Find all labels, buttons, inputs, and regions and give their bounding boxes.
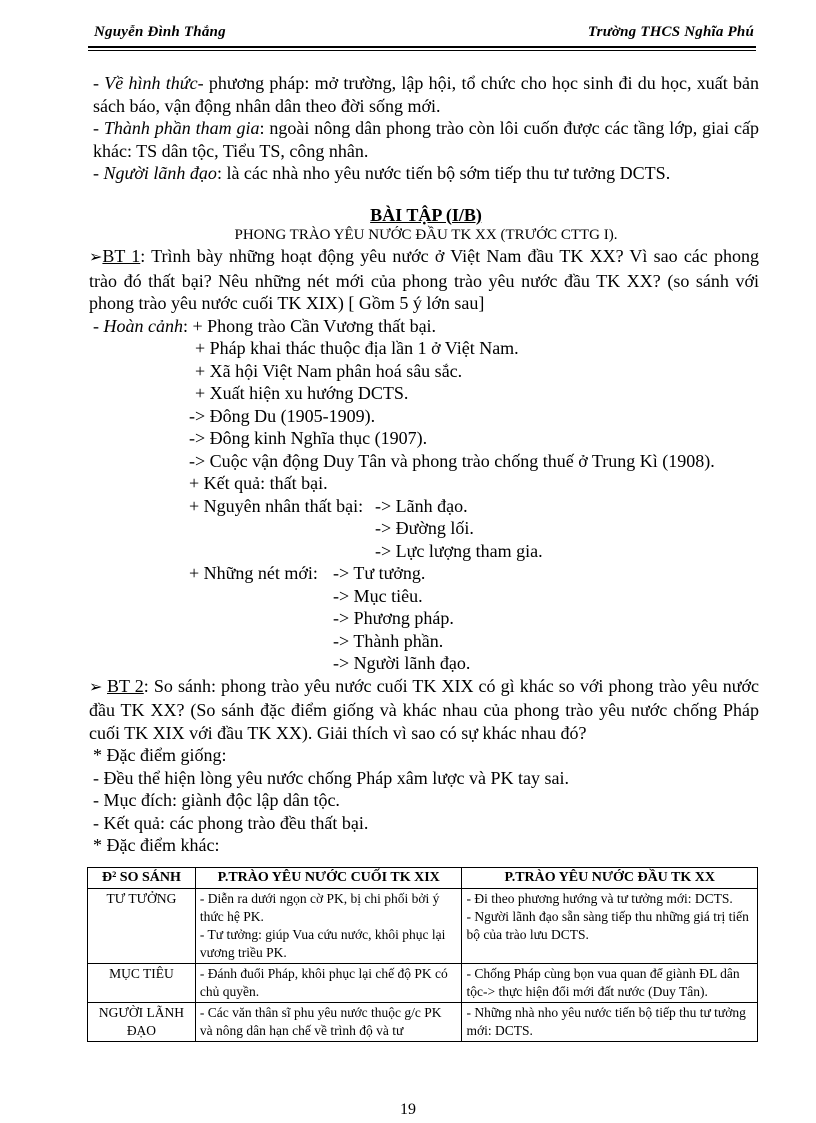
bt1-line-8: + Nguyên nhân thất bại: [189, 495, 364, 516]
intro-leader [93, 162, 759, 185]
table-cell [195, 1003, 462, 1042]
bt2-same-heading: * Đặc điểm giống: [93, 745, 227, 765]
table-header-criteria: Đ² SO SÁNH [88, 868, 196, 889]
row-label: MỤC TIÊU [88, 964, 196, 1003]
header-rule-thin [88, 50, 756, 51]
header-author: Nguyễn Đình Thắng [94, 24, 226, 40]
bt1-line-12: + Những nét mới: [189, 563, 318, 583]
cell-text: - Chống Pháp cùng bọn vua quan để giành ĐL dân tộc-> thực hiện đổi mới đất nước (Duy Tân). [466, 966, 740, 999]
bt1-cause-row [93, 495, 759, 518]
page-header [88, 18, 756, 52]
intro-leader-text: : là các nhà nho yêu nước tiến bộ sớm tiếp thu tư tưởng DCTS. [216, 163, 671, 183]
arrow-bullet-icon: ➢ [89, 249, 103, 266]
bt1-line-3: + Xuất hiện xu hướng DCTS. [195, 383, 409, 403]
bt1-line-14: -> Mục tiêu. [333, 585, 423, 606]
bt1-line-13: -> Tư tưởng. [333, 563, 426, 583]
bt1-line-1: + Pháp khai thác thuộc địa lần 1 ở Việt Nam. [195, 338, 519, 358]
bt1-line-4: -> Đông Du (1905-1909). [189, 405, 376, 426]
table-cell [462, 889, 758, 964]
intro-form-text: - phương pháp: mở trường, lập hội, tổ chức cho học sinh đi du học, xuất bản sách báo, vận động nhân dân theo đời sống mới. [93, 73, 759, 116]
section-subtitle: PHONG TRÀO YÊU NƯỚC ĐẦU TK XX (TRƯỚC CTTG I). [234, 227, 618, 243]
bt2-same-item-0: - Đều thể hiện lòng yêu nước chống Pháp xâm lược và PK tay sai. [93, 767, 569, 788]
cell-text: - Các văn thân sĩ phu yêu nước thuộc g/c PK và nông dân hạn chế về trình độ và tư [199, 1005, 442, 1038]
table-cell [195, 889, 462, 964]
arrow-bullet-icon: ➢ [89, 678, 107, 696]
table-row [88, 889, 758, 964]
intro-members-label: - Thành phần tham gia [93, 118, 260, 138]
table-header-early-20th: P.TRÀO YÊU NƯỚC ĐẦU TK XX [462, 868, 758, 889]
document-body [89, 72, 759, 857]
bt1-line-17: -> Người lãnh đạo. [333, 653, 471, 673]
bt1-line-11: -> Lực lượng tham gia. [375, 540, 543, 561]
intro-form-label: - Về hình thức [93, 73, 198, 93]
table-cell [462, 964, 758, 1003]
table-header-late-19th: P.TRÀO YÊU NƯỚC CUỐI TK XIX [195, 868, 462, 889]
section-title: BÀI TẬP (I/B) [370, 204, 482, 225]
bt1-label: BT 1 [102, 246, 141, 266]
row-label: NGƯỜI LÃNH ĐẠO [88, 1003, 196, 1042]
comparison-table [87, 867, 758, 1042]
bt1-line-2: + Xã hội Việt Nam phân hoá sâu sắc. [195, 360, 463, 381]
header-school: Trường THCS Nghĩa Phú [587, 24, 754, 40]
cell-text: - Diễn ra dưới ngọn cờ PK, bị chi phối bởi ý thức hệ PK. [199, 891, 440, 924]
table-row [88, 964, 758, 1003]
bt2-same-item-1: - Mục đích: giành độc lập dân tộc. [93, 790, 340, 810]
cell-text: - Tư tưởng: giúp Vua cứu nước, khôi phục lại vương triều PK. [199, 927, 446, 960]
bt1-line-16: -> Thành phần. [333, 630, 444, 651]
bt1-line-6: -> Cuộc vận động Duy Tân và phong trào chống thuế ở Trung Kì (1908). [189, 450, 715, 471]
bt2-same-item-2: - Kết quả: các phong trào đều thất bại. [93, 812, 369, 833]
cell-text: - Những nhà nho yêu nước tiến bộ tiếp thu tư tưởng mới: DCTS. [466, 1005, 746, 1038]
bt2-question [89, 675, 759, 745]
bt1-line-9: -> Lãnh đạo. [375, 495, 468, 516]
bt1-question-text: : Trình bày những hoạt động yêu nước ở Việt Nam đầu TK XX? Vì sao các phong trào đó thất bại? Nêu những nét mới của phong trào yêu nước đầu TK XX? (so sánh với phong trào yêu nước cuối TK XIX) [ Gồm 5 ý lớn sau] [89, 246, 759, 313]
bt1-context-label: - Hoàn cảnh [93, 315, 183, 336]
bt1-question [89, 245, 759, 315]
cell-text: - Người lãnh đạo sẵn sàng tiếp thu những giá trị tiến bộ của trào lưu DCTS. [466, 909, 749, 942]
cell-text: - Đánh đuổi Pháp, khôi phục lại chế độ PK có chủ quyền. [199, 966, 448, 999]
table-row [88, 1003, 758, 1042]
bt1-line-7: + Kết quả: thất bại. [189, 473, 328, 493]
header-rule [88, 46, 756, 48]
intro-members [93, 117, 759, 162]
intro-form [93, 72, 759, 117]
bt1-line-10: -> Đường lối. [375, 518, 474, 538]
bt1-line-5: -> Đông kinh Nghĩa thục (1907). [189, 428, 428, 448]
bt1-new-row [93, 562, 759, 585]
page-number: 19 [400, 1101, 416, 1118]
cell-text: - Đi theo phương hướng và tư tưởng mới: DCTS. [466, 891, 733, 906]
table-cell [462, 1003, 758, 1042]
bt1-line [93, 315, 759, 338]
bt2-question-text: : So sánh: phong trào yêu nước cuối TK XIX có gì khác so với phong trào yêu nước đầu TK XX? (So sánh đặc điểm giống và khác nhau của phong trào yêu nước chống Pháp cuối TK XIX với đầu TK XX). Giải thích vì sao có sự khác nhau đó? [89, 675, 759, 743]
bt1-line-0: : + Phong trào Cần Vương thất bại. [182, 315, 437, 336]
bt2-label: BT 2 [107, 675, 144, 696]
row-label: TƯ TƯỞNG [88, 889, 196, 964]
intro-members-text: : ngoài nông dân phong trào còn lôi cuốn được các tầng lớp, giai cấp khác: TS dân tộc, Tiểu TS, công nhân. [93, 118, 759, 161]
table-header-row [88, 868, 758, 889]
intro-leader-label: - Người lãnh đạo [93, 163, 217, 183]
bt1-line-15: -> Phương pháp. [333, 608, 454, 628]
table-cell [195, 964, 462, 1003]
bt2-diff-heading: * Đặc điểm khác: [93, 835, 220, 855]
